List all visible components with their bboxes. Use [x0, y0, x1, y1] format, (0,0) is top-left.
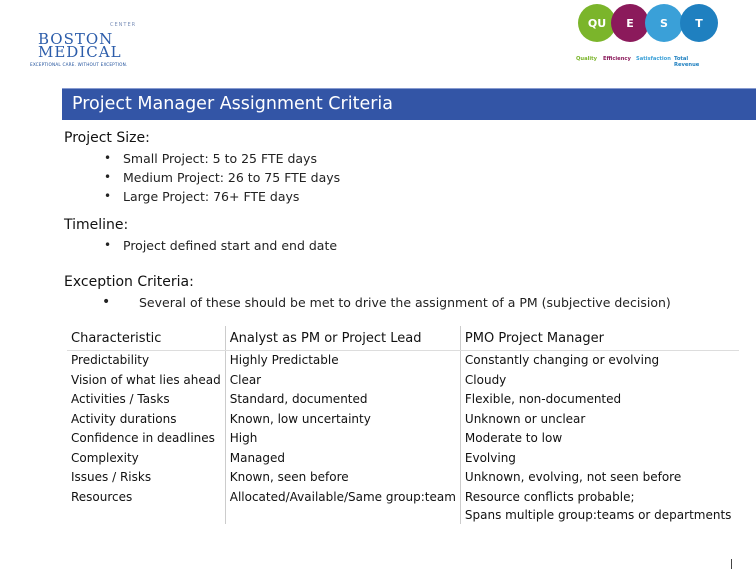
table-row — [67, 410, 739, 430]
table-cell: Resources — [67, 488, 225, 524]
logo-tagline: EXCEPTIONAL CARE. WITHOUT EXCEPTION. — [30, 62, 128, 67]
table-cell: Allocated/Available/Same group:team — [225, 488, 460, 524]
efficiency-label: Efficiency — [603, 56, 631, 62]
logo-line2: MEDICAL — [38, 43, 122, 61]
table-row — [67, 449, 739, 469]
logo-line1: BOSTON — [38, 30, 114, 48]
table-cell: Predictability — [67, 351, 225, 371]
table-header-row — [67, 326, 739, 351]
table-cell — [460, 488, 739, 524]
project-size-item: Large Project: 76+ FTE days — [123, 189, 300, 204]
timeline-item: Project defined start and end date — [123, 238, 338, 253]
table-cell: Issues / Risks — [67, 468, 225, 488]
logo-arc-text: CENTER — [110, 22, 137, 28]
table-cell-line: Spans multiple group:teams or departments — [464, 507, 732, 522]
table-cell: High — [225, 429, 460, 449]
project-size-heading: Project Size: — [64, 130, 150, 146]
project-size-item: Medium Project: 26 to 75 FTE days — [123, 170, 341, 185]
table-cell: Vision of what lies ahead — [67, 371, 225, 391]
project-size-item: Small Project: 5 to 25 FTE days — [123, 151, 317, 166]
table-cell: Complexity — [67, 449, 225, 469]
table-cell: Activity durations — [67, 410, 225, 430]
table-cell: Unknown or unclear — [464, 411, 586, 426]
table-cell: Evolving — [464, 450, 516, 465]
exception-item: Several of these should be met to drive the assignment of a PM (subjective decision) — [139, 295, 671, 310]
column-header: PMO Project Manager — [460, 326, 739, 351]
table-cell-line: Resource conflicts probable; — [464, 489, 635, 504]
table-cell: Highly Predictable — [225, 351, 460, 371]
table-cell: Standard, documented — [225, 390, 460, 410]
table-cell: Cloudy — [464, 372, 507, 387]
boston-medical-logo — [30, 22, 137, 70]
bullet-icon: • — [104, 189, 112, 203]
table-cell: Flexible, non-documented — [464, 392, 622, 406]
satisfaction-circle-icon: S — [645, 4, 683, 42]
quality-circle-icon: QU — [578, 4, 616, 42]
bullet-icon: • — [104, 238, 112, 252]
table-row — [67, 488, 739, 524]
bullet-icon: • — [102, 294, 111, 310]
quest-logo — [574, 4, 724, 68]
table-cell: Moderate to low — [464, 431, 563, 445]
table-cell: Unknown, evolving, not seen before — [464, 470, 682, 484]
exception-heading: Exception Criteria: — [64, 274, 194, 290]
total-revenue-circle-icon: T — [680, 4, 718, 42]
total-revenue-label: Total Revenue — [674, 56, 700, 68]
criteria-table — [67, 326, 739, 524]
table-cell: Known, seen before — [225, 468, 460, 488]
page-mark — [731, 559, 732, 569]
table-cell: Known, low uncertainty — [225, 410, 460, 430]
page-title: Project Manager Assignment Criteria — [72, 94, 393, 114]
table-cell: Managed — [225, 449, 460, 469]
efficiency-circle-icon: E — [611, 4, 649, 42]
table-row — [67, 371, 739, 391]
table-row — [67, 429, 739, 449]
bullet-icon: • — [104, 151, 112, 165]
table-row — [67, 351, 739, 371]
bullet-icon: • — [104, 170, 112, 184]
table-cell: Constantly changing or evolving — [464, 353, 660, 367]
table-row — [67, 390, 739, 410]
title-bar — [62, 88, 756, 120]
timeline-heading: Timeline: — [64, 217, 129, 233]
table-cell: Clear — [225, 371, 460, 391]
table-cell: Activities / Tasks — [67, 390, 225, 410]
column-header: Analyst as PM or Project Lead — [225, 326, 460, 351]
table-row — [67, 468, 739, 488]
table-cell: Confidence in deadlines — [67, 429, 225, 449]
quality-label: Quality — [576, 56, 598, 62]
satisfaction-label: Satisfaction — [636, 56, 671, 62]
column-header: Characteristic — [67, 326, 225, 351]
